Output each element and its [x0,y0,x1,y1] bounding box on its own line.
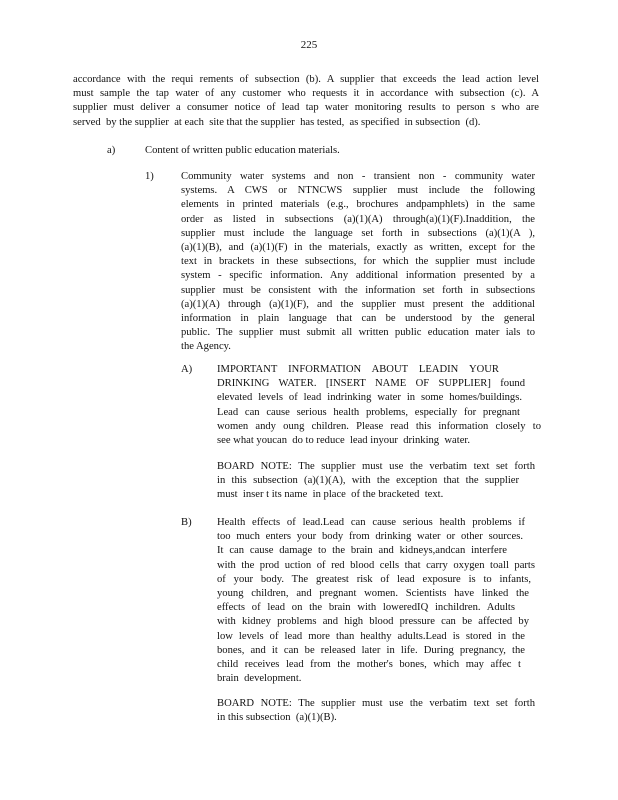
text-line: public. The supplier must submit all written public education mater ials to [181,327,535,339]
text-line: see what youcan do to reduce lead inyour drinking water. [217,435,470,447]
text-line: Lead can cause serious health problems, especially for pregnant [217,406,520,418]
text-line: BOARD NOTE: The supplier must use the verbatim text set forth [217,461,535,472]
text-line: effects of lead on the brain with loweredIQ inchildren. Adults [217,602,515,614]
text-line: too much enters your body from drinking water or other sources. [217,531,523,543]
text-line: low levels of lead more than healthy adults.Lead is stored in the [217,630,525,642]
text-line: elevated levels of lead indrinking water in some homes/buildings. [217,392,522,404]
text-line: of your body. The greatest risk of lead exposure is to infants, [217,573,531,585]
text-line: in this subsection (a)(1)(A), with the exception that the supplier [217,475,519,487]
page-number: 225 [300,39,318,51]
text-line: systems. A CWS or NTNCWS supplier must include the following [181,185,535,197]
text-line: served by the supplier at each site that the supplier has tested, as specified in subsection (d). [73,116,481,128]
board-note-b [217,697,535,725]
text-line: order as listed in subsections (a)(1)(A) through(a)(1)(F).Inaddition, the [181,213,535,225]
section-heading: Content of written public education materials. [145,145,340,156]
text-line: DRINKING WATER. [INSERT NAME OF SUPPLIER] found [217,378,525,390]
item-1-label: 1) [145,171,154,182]
text-line: (a)(1)(B), and (a)(1)(F) in the materials, exactly as written, except for the [181,242,535,254]
text-line: bones, and it can be released later in life. During pregnancy, the [217,644,525,656]
text-line: elements in printed materials (e.g., brochures andpamphlets) in the same [181,199,535,211]
text-line: must sample the tap water of any customer who requests it in accordance with subsection (c). A [73,88,539,100]
text-line: system - specific information. Any additional information presented by a [181,270,535,282]
text-line: supplier must be consistent with the information set forth in subsections [181,284,535,296]
text-line: women andy oung children. Please read this information closely to [217,420,541,432]
text-line: (a)(1)(A) through (a)(1)(F), and the supplier must present the additional [181,298,535,310]
item-a-paragraph [217,363,541,448]
text-line: supplier must include the language set forth in subsections (a)(1)(A ), [181,227,535,239]
text-line: the Agency. [181,341,231,353]
text-line: It can cause damage to the brain and kidneys,andcan interfere [217,545,507,557]
text-line: Community water systems and non - transient non - community water [181,171,535,182]
text-line: information in plain language that can be understood by the general [181,313,535,325]
text-line: Health effects of lead.Lead can cause serious health problems if [217,517,525,528]
text-line: text in brackets in these subsections, for which the supplier must include [181,256,535,268]
text-line: supplier must deliver a consumer notice of lead tap water monitoring results to person s who are [73,102,539,114]
text-line: brain development. [217,673,302,685]
text-line: accordance with the requi rements of subsection (b). A supplier that exceeds the lead action level [73,74,539,85]
text-line: with the prod uction of red blood cells that carry oxygen toall parts [217,559,535,571]
item-a-label: A) [181,364,193,375]
text-line: must inser t its name in place of the bracketed text. [217,489,444,501]
text-line: IMPORTANT INFORMATION ABOUT LEADIN YOUR [217,364,499,375]
intro-paragraph [73,73,539,130]
text-line: young children, and pregnant women. Scientists have linked the [217,588,529,600]
section-label: a) [107,145,116,156]
text-line: in this subsection (a)(1)(B). [217,712,337,724]
item-1-paragraph [181,170,535,355]
text-line: with kidney problems and high blood pressure can be affected by [217,616,529,628]
board-note-a [217,460,535,503]
item-b-paragraph [217,516,535,686]
text-line: BOARD NOTE: The supplier must use the verbatim text set forth [217,698,535,709]
item-b-label: B) [181,517,192,528]
text-line: child receives lead from the mother's bones, which may affec t [217,659,521,671]
